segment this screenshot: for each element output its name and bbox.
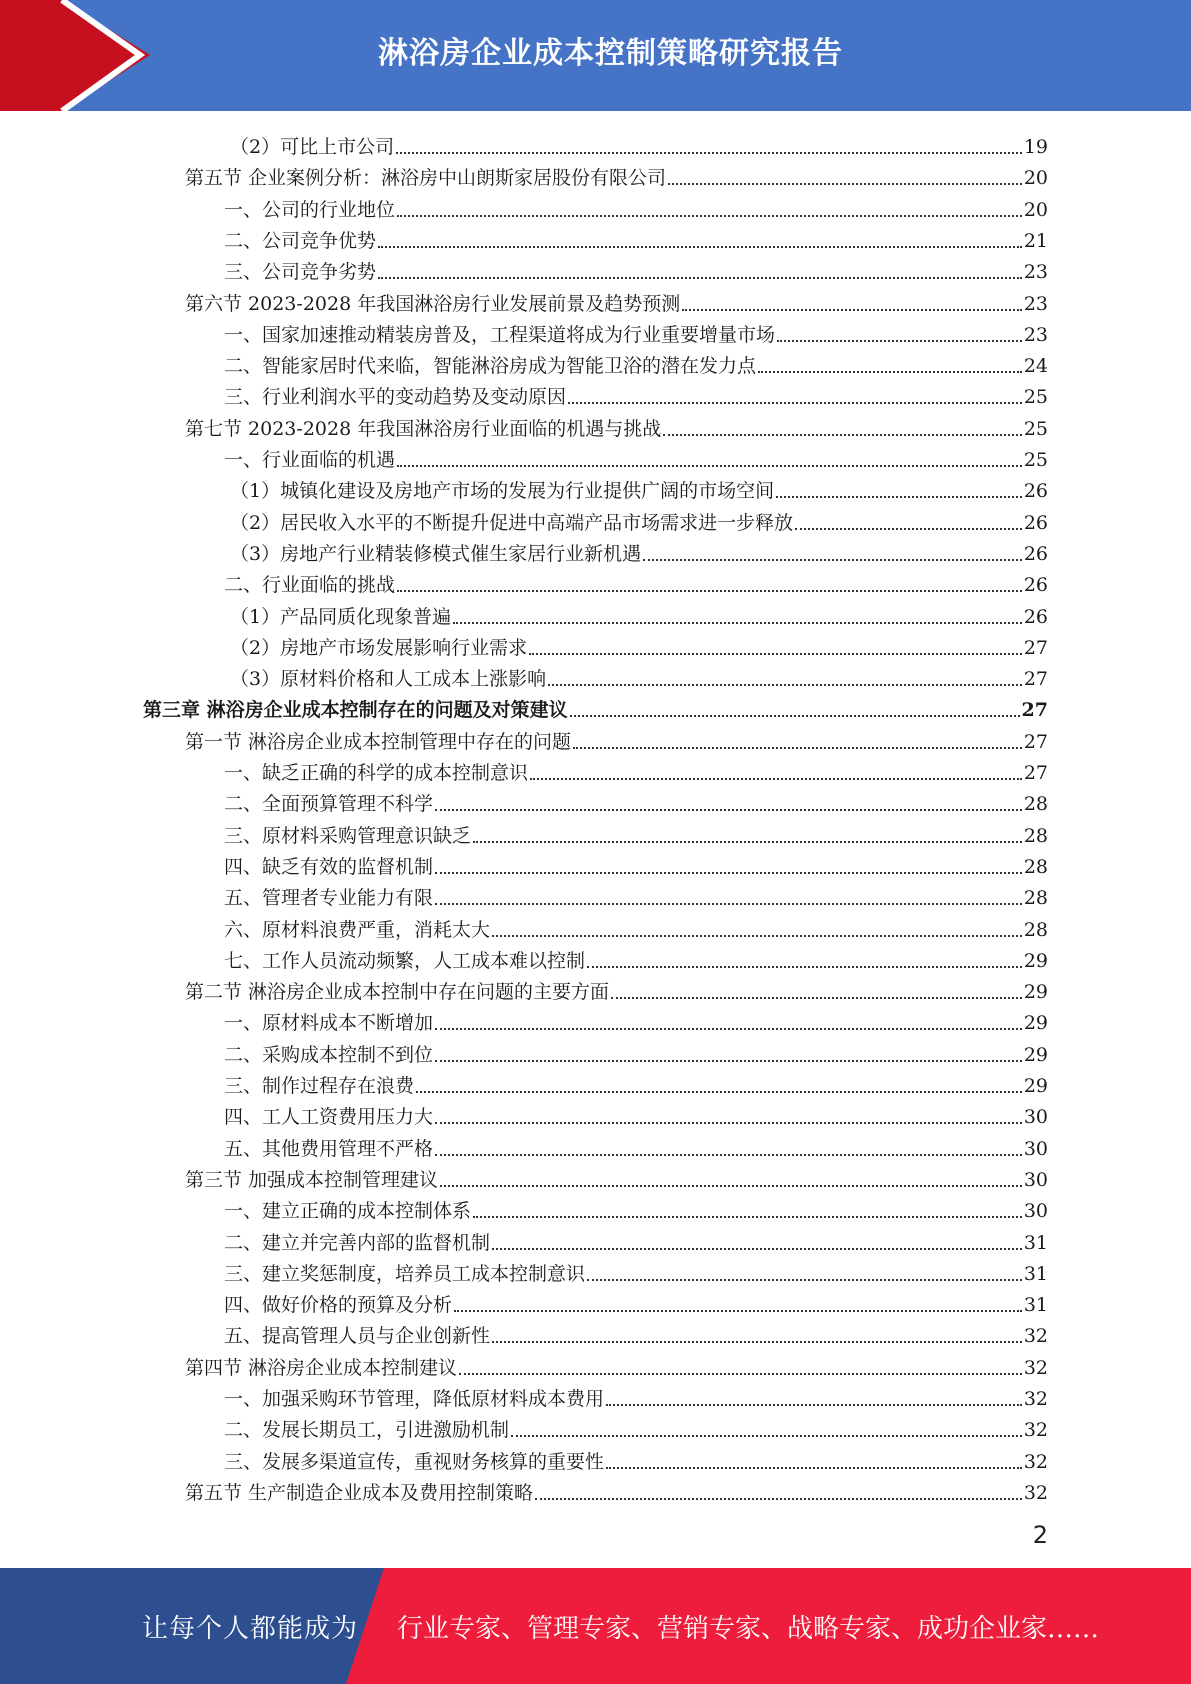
- toc-leader-dots: [777, 340, 1022, 342]
- toc-entry-title: 二、建立并完善内部的监督机制: [224, 1231, 491, 1254]
- toc-section-row[interactable]: [185, 284, 1048, 315]
- toc-section-row[interactable]: [185, 1160, 1048, 1191]
- toc-entry-title: 一、缺乏正确的科学的成本控制意识: [224, 762, 529, 784]
- page-footer: [0, 1568, 1191, 1684]
- toc-entry-title: 二、智能家居时代来临，智能淋浴房成为智能卫浴的潜在发力点: [224, 355, 757, 378]
- toc-leader-dots: [397, 215, 1022, 217]
- toc-page-number: 32: [1023, 1419, 1048, 1442]
- toc-page-number: 26: [1023, 480, 1048, 503]
- toc-entry-title: 三、制作过程存在浪费: [224, 1075, 415, 1097]
- toc-page-number: 31: [1023, 1231, 1048, 1254]
- toc-subsection-row[interactable]: [224, 1035, 1048, 1066]
- toc-subsection-row[interactable]: [224, 315, 1048, 346]
- toc-entry-title: 第四节 淋浴房企业成本控制建议: [185, 1356, 458, 1379]
- toc-section-row[interactable]: [185, 158, 1048, 189]
- toc-page-number: 23: [1023, 292, 1048, 315]
- toc-leader-dots: [435, 1122, 1022, 1124]
- toc-leader-dots: [587, 966, 1022, 968]
- toc-leader-dots: [492, 1341, 1022, 1343]
- toc-leader-dots: [435, 1060, 1022, 1062]
- toc-entry-title: 一、建立正确的成本控制体系: [224, 1200, 472, 1223]
- toc-page-number: 25: [1023, 417, 1048, 440]
- toc-leader-dots: [795, 528, 1022, 530]
- toc-page-number: 29: [1023, 1012, 1048, 1035]
- toc-page-number: 20: [1023, 167, 1048, 190]
- toc-leader-dots: [459, 1373, 1022, 1375]
- toc-subsection-row[interactable]: [224, 1254, 1048, 1285]
- toc-page-number: 27: [1023, 730, 1048, 753]
- toc-chapter-row[interactable]: [143, 690, 1048, 721]
- toc-entry-title: （2）居民收入水平的不断提升促进中高端产品市场需求进一步释放: [230, 511, 794, 534]
- toc-page-number: 23: [1023, 261, 1048, 284]
- toc-leader-dots: [378, 246, 1022, 248]
- toc-leader-dots: [473, 1216, 1022, 1218]
- toc-leader-dots: [682, 309, 1022, 311]
- toc-subsection-row[interactable]: [224, 1003, 1048, 1034]
- toc-subsection-row[interactable]: [224, 1097, 1048, 1128]
- page-number: 2: [1032, 1521, 1048, 1549]
- toc-entry-title: 一、国家加速推动精装房普及，工程渠道将成为行业重要增量市场: [224, 323, 776, 346]
- toc-leader-dots: [492, 935, 1022, 937]
- toc-page-number: 32: [1023, 1481, 1048, 1504]
- toc-leader-dots: [511, 1435, 1022, 1437]
- toc-entry-title: 三、行业利润水平的变动趋势及变动原因: [224, 386, 567, 409]
- toc-page-number: 28: [1023, 918, 1048, 941]
- toc-entry-title: 第七节 2023-2028 年我国淋浴房行业面临的机遇与挑战: [185, 417, 662, 440]
- toc-page-number: 29: [1023, 981, 1048, 1004]
- toc-page-number: 31: [1023, 1294, 1048, 1317]
- toc-page-number: 25: [1023, 449, 1048, 471]
- toc-entry-title: 四、工人工资费用压力大: [224, 1106, 434, 1129]
- toc-entry-title: 二、全面预算管理不科学: [224, 793, 434, 816]
- toc-page-number: 31: [1023, 1262, 1048, 1285]
- toc-entry-title: 五、提高管理人员与企业创新性: [224, 1325, 491, 1348]
- toc-entry-title: 第五节 企业案例分析：淋浴房中山朗斯家居股份有限公司: [185, 167, 667, 190]
- toc-subsection-row[interactable]: [230, 127, 1048, 158]
- toc-subsection-row[interactable]: [224, 1066, 1048, 1097]
- toc-leader-dots: [530, 778, 1022, 780]
- toc-subsection-row[interactable]: [224, 847, 1048, 878]
- toc-entry-title: 五、管理者专业能力有限: [224, 887, 434, 910]
- toc-subsection-row[interactable]: [224, 816, 1048, 847]
- toc-page-number: 28: [1023, 824, 1048, 847]
- toc-section-row[interactable]: [185, 1473, 1048, 1504]
- toc-entry-title: （1）城镇化建设及房地产市场的发展为行业提供广阔的市场空间: [230, 480, 775, 503]
- toc-page-number: 30: [1023, 1200, 1048, 1223]
- toc-leader-dots: [776, 496, 1022, 498]
- toc-section-row[interactable]: [185, 722, 1048, 753]
- toc-page-number: 29: [1023, 1075, 1048, 1097]
- toc-leader-dots: [416, 1091, 1022, 1093]
- toc-page-number: 27: [1023, 668, 1048, 691]
- toc-entry-title: 一、公司的行业地位: [224, 198, 396, 221]
- toc-leader-dots: [454, 1310, 1022, 1312]
- toc-page-number: 28: [1023, 855, 1048, 878]
- toc-leader-dots: [396, 152, 1022, 154]
- toc-entry-title: （2）房地产市场发展影响行业需求: [230, 636, 528, 659]
- toc-page-number: 26: [1023, 511, 1048, 534]
- toc-page-number: 27: [1023, 636, 1048, 659]
- toc-page-number: 30: [1023, 1168, 1048, 1191]
- toc-entry-title: （3）房地产行业精装修模式催生家居行业新机遇: [230, 542, 642, 565]
- toc-subsection-row[interactable]: [224, 878, 1048, 909]
- toc-leader-dots: [435, 1028, 1022, 1030]
- toc-subsection-row[interactable]: [230, 597, 1048, 628]
- report-title: 淋浴房企业成本控制策略研究报告: [378, 36, 843, 71]
- toc-page-number: 29: [1023, 1043, 1048, 1066]
- toc-section-row[interactable]: [185, 409, 1048, 440]
- toc-entry-title: 一、原材料成本不断增加: [224, 1012, 434, 1035]
- toc-entry-title: 六、原材料浪费严重，消耗太大: [224, 918, 491, 941]
- toc-subsection-row[interactable]: [224, 440, 1048, 471]
- toc-page-number: 32: [1023, 1388, 1048, 1410]
- toc-leader-dots: [435, 1154, 1022, 1156]
- toc-page-number: 25: [1023, 386, 1048, 409]
- toc-leader-dots: [570, 715, 1020, 717]
- toc-subsection-row[interactable]: [230, 503, 1048, 534]
- toc-page-number: 20: [1023, 198, 1048, 221]
- toc-page-number: 27: [1023, 762, 1048, 784]
- toc-leader-dots: [435, 872, 1022, 874]
- toc-leader-dots: [573, 747, 1022, 749]
- toc-entry-title: 二、发展长期员工，引进激励机制: [224, 1419, 510, 1442]
- toc-entry-title: 二、行业面临的挑战: [224, 574, 396, 597]
- toc-leader-dots: [473, 841, 1022, 843]
- toc-subsection-row[interactable]: [230, 471, 1048, 502]
- toc-leader-dots: [663, 434, 1022, 436]
- toc-entry-title: 第一节 淋浴房企业成本控制管理中存在的问题: [185, 730, 572, 753]
- toc-entry-title: 第六节 2023-2028 年我国淋浴房行业发展前景及趋势预测: [185, 292, 681, 315]
- toc-page-number: 19: [1023, 136, 1048, 158]
- toc-entry-title: 四、做好价格的预算及分析: [224, 1294, 453, 1317]
- toc-entry-title: 七、工作人员流动频繁，人工成本难以控制: [224, 949, 586, 972]
- footer-slogan-left: 让每个人都能成为: [142, 1613, 359, 1644]
- toc-entry-title: （3）原材料价格和人工成本上涨影响: [230, 668, 547, 691]
- toc-subsection-row[interactable]: [230, 659, 1048, 690]
- toc-subsection-row[interactable]: [224, 1379, 1048, 1410]
- toc-entry-title: 第三章 淋浴房企业成本控制存在的问题及对策建议: [143, 699, 568, 722]
- toc-page-number: 32: [1023, 1450, 1048, 1473]
- toc-subsection-row[interactable]: [224, 1410, 1048, 1441]
- toc-subsection-row[interactable]: [224, 190, 1048, 221]
- toc-page-number: 28: [1023, 793, 1048, 816]
- toc-entry-title: （2）可比上市公司: [230, 136, 395, 158]
- toc-subsection-row[interactable]: [224, 1285, 1048, 1316]
- toc-entry-title: 第三节 加强成本控制管理建议: [185, 1168, 439, 1191]
- toc-leader-dots: [606, 1404, 1022, 1406]
- toc-subsection-row[interactable]: [224, 1442, 1048, 1473]
- toc-page-number: 30: [1023, 1106, 1048, 1129]
- toc-leader-dots: [453, 622, 1022, 624]
- toc-leader-dots: [587, 1279, 1022, 1281]
- toc-entry-title: 三、发展多渠道宣传，重视财务核算的重要性: [224, 1450, 605, 1473]
- toc-page-number: 28: [1023, 887, 1048, 910]
- toc-leader-dots: [568, 402, 1022, 404]
- toc-leader-dots: [606, 1467, 1022, 1469]
- toc-leader-dots: [435, 809, 1022, 811]
- toc-entry-title: 一、加强采购环节管理，降低原材料成本费用: [224, 1388, 605, 1410]
- toc-leader-dots: [758, 371, 1022, 373]
- toc-page-number: 30: [1023, 1137, 1048, 1160]
- toc-subsection-row[interactable]: [224, 753, 1048, 784]
- footer-slogan-right: 行业专家、管理专家、营销专家、战略专家、成功企业家……: [397, 1613, 1100, 1644]
- toc-subsection-row[interactable]: [224, 346, 1048, 377]
- toc-leader-dots: [535, 1498, 1022, 1500]
- toc-leader-dots: [440, 1185, 1022, 1187]
- toc-page-number: 29: [1023, 949, 1048, 972]
- toc-subsection-row[interactable]: [224, 221, 1048, 252]
- toc-subsection-row[interactable]: [224, 910, 1048, 941]
- toc-entry-title: 一、行业面临的机遇: [224, 449, 396, 471]
- toc-leader-dots: [397, 465, 1022, 467]
- toc-page-number: 26: [1023, 542, 1048, 565]
- page-header: [0, 0, 1191, 111]
- toc-entry-title: （1）产品同质化现象普遍: [230, 605, 452, 628]
- toc-leader-dots: [435, 903, 1022, 905]
- toc-subsection-row[interactable]: [224, 565, 1048, 596]
- toc-section-row[interactable]: [185, 1348, 1048, 1379]
- toc-leader-dots: [397, 590, 1022, 592]
- toc-subsection-row[interactable]: [224, 252, 1048, 283]
- toc-section-row[interactable]: [185, 972, 1048, 1003]
- toc-page-number: 23: [1023, 323, 1048, 346]
- toc-entry-title: 三、建立奖惩制度，培养员工成本控制意识: [224, 1262, 586, 1285]
- toc-subsection-row[interactable]: [224, 377, 1048, 408]
- toc-entry-title: 二、采购成本控制不到位: [224, 1043, 434, 1066]
- toc-page-number: 27: [1021, 699, 1048, 722]
- toc-leader-dots: [668, 183, 1022, 185]
- toc-subsection-row[interactable]: [230, 628, 1048, 659]
- toc-entry-title: 第五节 生产制造企业成本及费用控制策略: [185, 1481, 534, 1504]
- toc-subsection-row[interactable]: [224, 784, 1048, 815]
- toc-subsection-row[interactable]: [224, 1129, 1048, 1160]
- toc-entry-title: 四、缺乏有效的监督机制: [224, 855, 434, 878]
- toc-leader-dots: [643, 559, 1022, 561]
- toc-entry-title: 二、公司竞争优势: [224, 229, 377, 252]
- toc-leader-dots: [529, 653, 1022, 655]
- toc-subsection-row[interactable]: [224, 1223, 1048, 1254]
- toc-entry-title: 三、原材料采购管理意识缺乏: [224, 824, 472, 847]
- toc-page-number: 21: [1023, 229, 1048, 252]
- toc-leader-dots: [611, 997, 1022, 999]
- toc-leader-dots: [548, 684, 1022, 686]
- toc-subsection-row[interactable]: [224, 941, 1048, 972]
- toc-page-number: 32: [1023, 1356, 1048, 1379]
- toc-page-number: 26: [1023, 605, 1048, 628]
- toc-subsection-row[interactable]: [230, 534, 1048, 565]
- toc-entry-title: 三、公司竞争劣势: [224, 261, 377, 284]
- toc-page-number: 26: [1023, 574, 1048, 597]
- toc-page-number: 32: [1023, 1325, 1048, 1348]
- toc-leader-dots: [378, 277, 1022, 279]
- toc-subsection-row[interactable]: [224, 1191, 1048, 1222]
- toc-page-number: 24: [1023, 355, 1048, 378]
- toc-entry-title: 五、其他费用管理不严格: [224, 1137, 434, 1160]
- toc-leader-dots: [492, 1248, 1022, 1250]
- toc-subsection-row[interactable]: [224, 1316, 1048, 1347]
- toc-entry-title: 第二节 淋浴房企业成本控制中存在问题的主要方面: [185, 981, 610, 1004]
